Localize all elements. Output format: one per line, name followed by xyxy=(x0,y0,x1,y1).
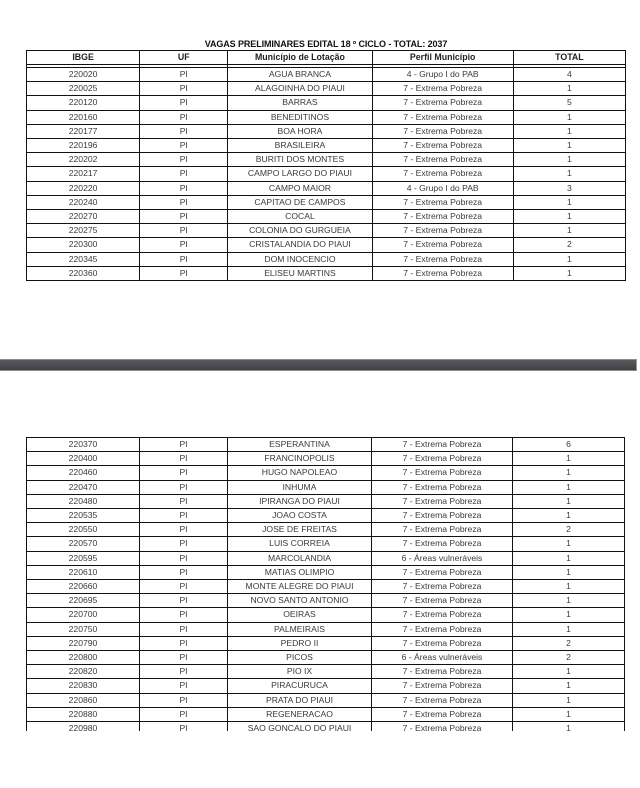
cell-total: 2 xyxy=(513,523,625,537)
table-row xyxy=(27,707,625,721)
cell-total: 1 xyxy=(513,139,625,153)
cell-total: 1 xyxy=(513,565,625,579)
cell-uf: PI xyxy=(140,195,228,209)
cell-uf: PI xyxy=(140,124,228,138)
cell-uf: PI xyxy=(140,594,228,608)
cell-perfil: 7 - Extrema Pobreza xyxy=(372,665,513,679)
cell-municipio: PRATA DO PIAUI xyxy=(228,693,372,707)
cell-ibge: 220240 xyxy=(27,195,140,209)
cell-uf: PI xyxy=(140,153,228,167)
cell-uf: PI xyxy=(140,509,228,523)
cell-municipio: PICOS xyxy=(228,651,372,665)
cell-perfil: 7 - Extrema Pobreza xyxy=(372,480,513,494)
cell-total: 2 xyxy=(513,636,625,650)
cell-municipio: DOM INOCENCIO xyxy=(228,252,372,266)
header-municipio: Município de Lotação xyxy=(228,51,372,65)
cell-total: 4 xyxy=(513,68,625,82)
table-row xyxy=(27,523,625,537)
table-row xyxy=(27,551,625,565)
cell-total: 1 xyxy=(513,707,625,721)
cell-ibge: 220177 xyxy=(27,124,140,138)
table-row xyxy=(27,480,625,494)
cell-perfil: 7 - Extrema Pobreza xyxy=(372,238,513,252)
cell-total: 1 xyxy=(513,494,625,508)
cell-perfil: 7 - Extrema Pobreza xyxy=(372,96,513,110)
cell-uf: PI xyxy=(140,238,228,252)
cell-uf: PI xyxy=(140,679,228,693)
cell-total: 1 xyxy=(513,537,625,551)
cell-ibge: 220196 xyxy=(27,139,140,153)
cell-municipio: LUIS CORREIA xyxy=(228,537,372,551)
cell-perfil: 7 - Extrema Pobreza xyxy=(372,707,513,721)
cell-perfil: 4 - Grupo I do PAB xyxy=(372,68,513,82)
page-2-viewport xyxy=(26,437,626,731)
cell-ibge: 220020 xyxy=(27,68,140,82)
cell-ibge: 220460 xyxy=(27,466,140,480)
cell-total: 1 xyxy=(513,722,625,731)
cell-uf: PI xyxy=(140,266,228,280)
cell-total: 1 xyxy=(513,608,625,622)
cell-total: 1 xyxy=(513,693,625,707)
cell-perfil: 7 - Extrema Pobreza xyxy=(372,523,513,537)
cell-municipio: BARRAS xyxy=(228,96,372,110)
cell-ibge: 220800 xyxy=(27,651,140,665)
cell-perfil: 7 - Extrema Pobreza xyxy=(372,466,513,480)
cell-perfil: 6 - Áreas vulneráveis xyxy=(372,551,513,565)
cell-municipio: INHUMA xyxy=(228,480,372,494)
table-row xyxy=(27,266,626,280)
cell-ibge: 220400 xyxy=(27,452,140,466)
cell-uf: PI xyxy=(140,651,228,665)
table-row xyxy=(27,438,625,452)
cell-perfil: 7 - Extrema Pobreza xyxy=(372,224,513,238)
cell-municipio: MARCOLANDIA xyxy=(228,551,372,565)
cell-municipio: CRISTALANDIA DO PIAUI xyxy=(228,238,372,252)
cell-ibge: 220535 xyxy=(27,509,140,523)
cell-total: 1 xyxy=(513,509,625,523)
cell-uf: PI xyxy=(140,636,228,650)
table-row xyxy=(27,722,625,731)
cell-ibge: 220790 xyxy=(27,636,140,650)
cell-perfil: 7 - Extrema Pobreza xyxy=(372,594,513,608)
cell-municipio: BURITI DOS MONTES xyxy=(228,153,372,167)
cell-uf: PI xyxy=(140,523,228,537)
cell-perfil: 7 - Extrema Pobreza xyxy=(372,195,513,209)
table-row xyxy=(27,651,625,665)
cell-municipio: NOVO SANTO ANTONIO xyxy=(228,594,372,608)
vacancies-table-page-2 xyxy=(26,437,625,731)
cell-perfil: 7 - Extrema Pobreza xyxy=(372,622,513,636)
cell-perfil: 7 - Extrema Pobreza xyxy=(372,124,513,138)
cell-perfil: 7 - Extrema Pobreza xyxy=(372,608,513,622)
cell-total: 1 xyxy=(513,452,625,466)
cell-municipio: BOA HORA xyxy=(228,124,372,138)
cell-uf: PI xyxy=(140,181,228,195)
table-row xyxy=(27,238,626,252)
cell-ibge: 220695 xyxy=(27,594,140,608)
table-row xyxy=(27,82,626,96)
cell-uf: PI xyxy=(140,452,228,466)
cell-municipio: CAPITAO DE CAMPOS xyxy=(228,195,372,209)
table-row xyxy=(27,153,626,167)
cell-total: 2 xyxy=(513,238,625,252)
cell-municipio: AGUA BRANCA xyxy=(228,68,372,82)
cell-uf: PI xyxy=(140,494,228,508)
cell-perfil: 7 - Extrema Pobreza xyxy=(372,139,513,153)
cell-ibge: 220550 xyxy=(27,523,140,537)
cell-uf: PI xyxy=(140,565,228,579)
header-uf: UF xyxy=(140,51,228,65)
cell-perfil: 7 - Extrema Pobreza xyxy=(372,82,513,96)
table-row xyxy=(27,494,625,508)
cell-perfil: 7 - Extrema Pobreza xyxy=(372,565,513,579)
cell-ibge: 220860 xyxy=(27,693,140,707)
cell-ibge: 220820 xyxy=(27,665,140,679)
cell-uf: PI xyxy=(140,224,228,238)
cell-ibge: 220370 xyxy=(27,438,140,452)
cell-uf: PI xyxy=(140,622,228,636)
cell-total: 1 xyxy=(513,167,625,181)
cell-perfil: 7 - Extrema Pobreza xyxy=(372,167,513,181)
cell-ibge: 220880 xyxy=(27,707,140,721)
cell-municipio: CAMPO LARGO DO PIAUI xyxy=(228,167,372,181)
cell-perfil: 7 - Extrema Pobreza xyxy=(372,494,513,508)
cell-uf: PI xyxy=(140,82,228,96)
cell-ibge: 220345 xyxy=(27,252,140,266)
cell-ibge: 220660 xyxy=(27,580,140,594)
cell-perfil: 7 - Extrema Pobreza xyxy=(372,509,513,523)
cell-ibge: 220700 xyxy=(27,608,140,622)
cell-total: 1 xyxy=(513,480,625,494)
table-row xyxy=(27,167,626,181)
cell-ibge: 220202 xyxy=(27,153,140,167)
table-row xyxy=(27,693,625,707)
cell-total: 2 xyxy=(513,651,625,665)
cell-municipio: BENEDITINOS xyxy=(228,110,372,124)
cell-perfil: 6 - Áreas vulneráveis xyxy=(372,651,513,665)
cell-total: 1 xyxy=(513,110,625,124)
table-row xyxy=(27,565,625,579)
cell-perfil: 7 - Extrema Pobreza xyxy=(372,266,513,280)
table-row xyxy=(27,608,625,622)
cell-uf: PI xyxy=(140,608,228,622)
cell-total: 1 xyxy=(513,679,625,693)
cell-ibge: 220270 xyxy=(27,210,140,224)
cell-total: 1 xyxy=(513,594,625,608)
table-row xyxy=(27,224,626,238)
table-row xyxy=(27,96,626,110)
cell-perfil: 7 - Extrema Pobreza xyxy=(372,110,513,124)
cell-ibge: 220610 xyxy=(27,565,140,579)
cell-ibge: 220750 xyxy=(27,622,140,636)
cell-perfil: 7 - Extrema Pobreza xyxy=(372,679,513,693)
cell-municipio: BRASILEIRA xyxy=(228,139,372,153)
cell-uf: PI xyxy=(140,167,228,181)
cell-perfil: 7 - Extrema Pobreza xyxy=(372,438,513,452)
cell-total: 3 xyxy=(513,181,625,195)
table-row xyxy=(27,139,626,153)
cell-municipio: MONTE ALEGRE DO PIAUI xyxy=(228,580,372,594)
table-body-page-1 xyxy=(27,68,626,281)
cell-total: 6 xyxy=(513,438,625,452)
cell-municipio: PALMEIRAIS xyxy=(228,622,372,636)
cell-uf: PI xyxy=(140,480,228,494)
table-row xyxy=(27,124,626,138)
cell-perfil: 7 - Extrema Pobreza xyxy=(372,153,513,167)
cell-municipio: ESPERANTINA xyxy=(228,438,372,452)
cell-municipio: ELISEU MARTINS xyxy=(228,266,372,280)
table-row xyxy=(27,636,625,650)
cell-ibge: 220360 xyxy=(27,266,140,280)
cell-ibge: 220570 xyxy=(27,537,140,551)
table-row xyxy=(27,679,625,693)
cell-municipio: PIO IX xyxy=(228,665,372,679)
cell-total: 1 xyxy=(513,266,625,280)
cell-total: 1 xyxy=(513,224,625,238)
cell-uf: PI xyxy=(140,252,228,266)
cell-municipio: OEIRAS xyxy=(228,608,372,622)
cell-uf: PI xyxy=(140,139,228,153)
cell-uf: PI xyxy=(140,210,228,224)
cell-uf: PI xyxy=(140,722,228,731)
cell-uf: PI xyxy=(140,537,228,551)
cell-ibge: 220220 xyxy=(27,181,140,195)
cell-ibge: 220480 xyxy=(27,494,140,508)
cell-municipio: MATIAS OLIMPIO xyxy=(228,565,372,579)
cell-perfil: 4 - Grupo I do PAB xyxy=(372,181,513,195)
cell-perfil: 7 - Extrema Pobreza xyxy=(372,537,513,551)
table-row xyxy=(27,210,626,224)
cell-total: 1 xyxy=(513,195,625,209)
table-row xyxy=(27,580,625,594)
cell-total: 1 xyxy=(513,210,625,224)
cell-uf: PI xyxy=(140,693,228,707)
cell-municipio: JOSE DE FREITAS xyxy=(228,523,372,537)
header-perfil: Perfil Município xyxy=(372,51,513,65)
cell-perfil: 7 - Extrema Pobreza xyxy=(372,580,513,594)
table-row xyxy=(27,181,626,195)
vacancies-table-page-1 xyxy=(26,50,626,281)
cell-total: 1 xyxy=(513,665,625,679)
cell-perfil: 7 - Extrema Pobreza xyxy=(372,722,513,731)
cell-municipio: PIRACURUCA xyxy=(228,679,372,693)
header-ibge: IBGE xyxy=(27,51,140,65)
cell-uf: PI xyxy=(140,68,228,82)
cell-municipio: ALAGOINHA DO PIAUI xyxy=(228,82,372,96)
cell-ibge: 220160 xyxy=(27,110,140,124)
cell-uf: PI xyxy=(140,110,228,124)
cell-ibge: 220275 xyxy=(27,224,140,238)
cell-municipio: SAO GONCALO DO PIAUI xyxy=(228,722,372,731)
cell-uf: PI xyxy=(140,438,228,452)
cell-ibge: 220470 xyxy=(27,480,140,494)
cell-total: 1 xyxy=(513,124,625,138)
cell-ibge: 220120 xyxy=(27,96,140,110)
table-row xyxy=(27,622,625,636)
cell-municipio: IPIRANGA DO PIAUI xyxy=(228,494,372,508)
cell-municipio: PEDRO II xyxy=(228,636,372,650)
cell-total: 1 xyxy=(513,466,625,480)
cell-total: 1 xyxy=(513,82,625,96)
table-row xyxy=(27,509,625,523)
table-row xyxy=(27,195,626,209)
cell-ibge: 220025 xyxy=(27,82,140,96)
cell-total: 5 xyxy=(513,96,625,110)
cell-perfil: 7 - Extrema Pobreza xyxy=(372,252,513,266)
cell-perfil: 7 - Extrema Pobreza xyxy=(372,210,513,224)
table-row xyxy=(27,537,625,551)
cell-municipio: CAMPO MAIOR xyxy=(228,181,372,195)
cell-uf: PI xyxy=(140,96,228,110)
cell-uf: PI xyxy=(140,466,228,480)
cell-total: 1 xyxy=(513,551,625,565)
cell-ibge: 220217 xyxy=(27,167,140,181)
cell-municipio: JOAO COSTA xyxy=(228,509,372,523)
header-total: TOTAL xyxy=(513,51,625,65)
cell-perfil: 7 - Extrema Pobreza xyxy=(372,693,513,707)
cell-uf: PI xyxy=(140,580,228,594)
table-row xyxy=(27,665,625,679)
cell-municipio: FRANCINOPOLIS xyxy=(228,452,372,466)
table-row xyxy=(27,594,625,608)
cell-municipio: HUGO NAPOLEAO xyxy=(228,466,372,480)
cell-total: 1 xyxy=(513,252,625,266)
cell-total: 1 xyxy=(513,153,625,167)
table-row xyxy=(27,452,625,466)
cell-perfil: 7 - Extrema Pobreza xyxy=(372,452,513,466)
cell-ibge: 220830 xyxy=(27,679,140,693)
cell-uf: PI xyxy=(140,551,228,565)
document-title: VAGAS PRELIMINARES EDITAL 18 º CICLO - TOTAL: 2037 xyxy=(204,39,448,49)
cell-uf: PI xyxy=(140,665,228,679)
cell-perfil: 7 - Extrema Pobreza xyxy=(372,636,513,650)
table-header-row xyxy=(27,51,626,65)
cell-ibge: 220300 xyxy=(27,238,140,252)
cell-total: 1 xyxy=(513,580,625,594)
cell-municipio: COCAL xyxy=(228,210,372,224)
page-separator xyxy=(0,359,637,371)
table-row xyxy=(27,252,626,266)
cell-uf: PI xyxy=(140,707,228,721)
cell-total: 1 xyxy=(513,622,625,636)
table-row xyxy=(27,466,625,480)
cell-municipio: REGENERACAO xyxy=(228,707,372,721)
cell-ibge: 220595 xyxy=(27,551,140,565)
cell-ibge: 220980 xyxy=(27,722,140,731)
table-body-page-2 xyxy=(27,438,625,732)
table-row xyxy=(27,110,626,124)
table-row xyxy=(27,68,626,82)
cell-municipio: COLONIA DO GURGUEIA xyxy=(228,224,372,238)
